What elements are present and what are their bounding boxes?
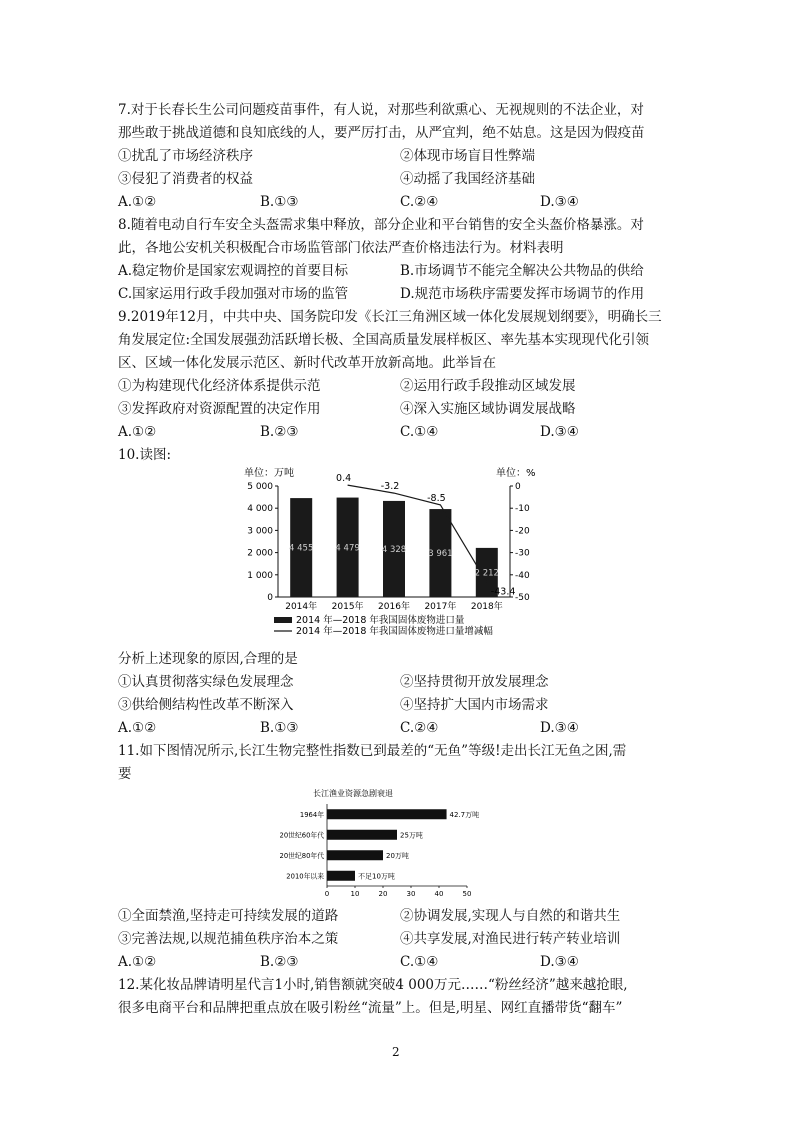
q7-stem-line1: 7.对于长春长生公司问题疫苗事件，有人说，对那些利欲熏心、无视规则的不法企业，对 xyxy=(118,102,644,118)
q9-stem-line3: 区、区域一体化发展示范区、新时代改革开放新高地。此举旨在 xyxy=(118,355,496,371)
c2-bar xyxy=(327,850,383,860)
c2-x-tick-label: 0 xyxy=(324,890,330,898)
q7-option-3: ③侵犯了消费者的权益 xyxy=(118,171,253,187)
q9-stem-line2: 角发展定位:全国发展强劲活跃增长极、全国高质量发展样板区、率先基本实现现代化引领 xyxy=(118,332,650,348)
q9-choice-d: D.③④ xyxy=(540,424,579,440)
c1-legend-line-label: 2014 年—2018 年我国固体废物进口量增减幅 xyxy=(296,626,493,637)
c1-right-tick-label: -10 xyxy=(515,504,530,515)
c1-line-label: 0.4 xyxy=(336,473,352,485)
q7-option-2: ②体现市场盲目性弊端 xyxy=(400,148,535,164)
q9-choice-a: A.①② xyxy=(118,424,157,440)
q11-option-3: ③完善法规,以规范捕鱼秩序治本之策 xyxy=(118,931,339,947)
q9-option-3: ③发挥政府对资源配置的决定作用 xyxy=(118,401,321,417)
c1-left-tick-label: 2 000 xyxy=(247,548,273,559)
q12-stem-line1: 12.某化妆品牌请明星代言1小时,销售额就突破4 000万元……“粉丝经济”越来越抢眼, xyxy=(118,977,628,993)
c1-unit-left: 单位：万吨 xyxy=(244,468,294,479)
q7-choice-b: B.①③ xyxy=(260,194,299,210)
q11-choice-a: A.①② xyxy=(118,954,157,970)
c1-right-tick-label: 0 xyxy=(515,482,521,492)
c2-x-tick-label: 40 xyxy=(434,890,444,898)
c1-line-label: -3.2 xyxy=(380,481,400,493)
q7-option-1: ①扰乱了市场经济秩序 xyxy=(118,148,253,164)
c2-x-tick-label: 50 xyxy=(462,890,472,898)
c2-title: 长江渔业资源急剧衰退 xyxy=(313,789,393,798)
c2-category-label: 20世纪60年代 xyxy=(279,831,324,840)
q11-choice-b: B.②③ xyxy=(260,954,299,970)
c1-right-tick-label: -20 xyxy=(515,526,530,537)
q9-choice-c: C.①④ xyxy=(400,424,439,440)
q10-choice-b: B.①③ xyxy=(260,720,299,736)
c2-category-label: 2010年以来 xyxy=(286,872,324,881)
c2-category-label: 20世纪80年代 xyxy=(279,851,324,860)
c1-bar-label: 2 212 xyxy=(474,568,499,579)
c1-right-tick-label: -30 xyxy=(515,548,530,559)
q11-stem-line1: 11.如下图情况所示,长江生物完整性指数已到最差的“无鱼”等级!走出长江无鱼之困,需 xyxy=(118,743,627,759)
q7-stem-line2: 那些敢于挑战道德和良知底线的人，要严厉打击，从严宜判，绝不姑息。这是因为假疫苗 xyxy=(118,125,645,141)
q11-choice-c: C.①④ xyxy=(400,954,439,970)
q9-stem-line1: 9.2019年12月，中共中央、国务院印发《长江三角洲区域一体化发展规划纲要》，明确长三 xyxy=(118,309,662,325)
c1-left-tick-label: 4 000 xyxy=(247,504,273,515)
c1-change-line xyxy=(348,485,487,582)
c1-bar-label: 4 455 xyxy=(289,543,314,554)
q8-option-a: A.稳定物价是国家宏观调控的首要目标 xyxy=(118,263,349,279)
c1-left-tick-label: 3 000 xyxy=(247,526,273,537)
c1-bar-label: 4 328 xyxy=(381,544,407,555)
q10-choice-d: D.③④ xyxy=(540,720,579,736)
c1-category-label: 2016年 xyxy=(378,602,410,612)
q10-choice-c: C.②④ xyxy=(400,720,439,736)
q8-stem-line1: 8.随着电动自行车安全头盔需求集中释放，部分企业和平台销售的安全头盔价格暴涨。对 xyxy=(118,217,644,233)
q9-option-2: ②运用行政手段推动区域发展 xyxy=(400,378,576,394)
c1-left-tick-label: 1 000 xyxy=(247,570,273,581)
q11-choice-d: D.③④ xyxy=(540,954,579,970)
c1-legend-bar-label: 2014 年—2018 年我国固体废物进口量 xyxy=(296,615,465,626)
q10-option-4: ④坚持扩大国内市场需求 xyxy=(400,697,549,713)
q8-option-b: B.市场调节不能完全解决公共物品的供给 xyxy=(400,263,644,279)
q11-option-1: ①全面禁渔,坚持走可持续发展的道路 xyxy=(118,908,339,924)
c1-line-label: -8.5 xyxy=(427,492,446,504)
c2-x-tick-label: 30 xyxy=(406,890,416,898)
c1-category-label: 2018年 xyxy=(470,602,503,612)
q7-option-4: ④动摇了我国经济基础 xyxy=(400,171,535,187)
c2-value-label: 不足10万吨 xyxy=(358,872,395,881)
q10-option-1: ①认真贯彻落实绿色发展理念 xyxy=(118,674,294,690)
c2-bar xyxy=(327,809,447,819)
q12-stem-line2: 很多电商平台和品牌把重点放在吸引粉丝“流量”上。但是,明星、网红直播带货“翻车” xyxy=(118,1000,623,1016)
c2-x-tick-label: 20 xyxy=(378,890,388,898)
c2-value-label: 42.7万吨 xyxy=(449,810,480,819)
c1-category-label: 2017年 xyxy=(424,602,457,612)
c1-right-tick-label: -40 xyxy=(515,570,530,581)
q10-stem: 10.读图: xyxy=(118,447,172,463)
q10-choice-a: A.①② xyxy=(118,720,157,736)
q10-option-3: ③供给侧结构性改革不断深入 xyxy=(118,697,294,713)
q10-chart xyxy=(230,462,560,652)
c1-left-tick-label: 5 000 xyxy=(247,482,273,492)
q9-choice-b: B.②③ xyxy=(260,424,299,440)
c1-line-label: -43.4 xyxy=(490,586,516,598)
c2-x-tick-label: 10 xyxy=(350,890,360,898)
c1-bar-label: 3 961 xyxy=(428,549,453,560)
q8-stem-line2: 此，各地公安机关积极配合市场监管部门依法严查价格违法行为。材料表明 xyxy=(118,240,564,256)
page-number: 2 xyxy=(392,1045,400,1059)
c2-category-label: 1964年 xyxy=(299,810,324,819)
q10-analysis: 分析上述现象的原因,合理的是 xyxy=(118,651,298,667)
q7-choice-c: C.②④ xyxy=(400,194,439,210)
c1-category-label: 2014年 xyxy=(285,602,318,612)
q8-option-c: C.国家运用行政手段加强对市场的监管 xyxy=(118,286,349,302)
c1-unit-right: 单位：% xyxy=(496,468,536,479)
q7-choice-d: D.③④ xyxy=(540,194,579,210)
c1-bar-label: 4 479 xyxy=(335,543,360,554)
c2-value-label: 20万吨 xyxy=(386,851,409,860)
q8-option-d: D.规范市场秩序需要发挥市场调节的作用 xyxy=(400,286,645,302)
q11-option-2: ②协调发展,实现人与自然的和谐共生 xyxy=(400,908,621,924)
q10-option-2: ②坚持贯彻开放发展理念 xyxy=(400,674,549,690)
q11-option-4: ④共享发展,对渔民进行转产转业培训 xyxy=(400,931,621,947)
q9-option-4: ④深入实施区域协调发展战略 xyxy=(400,401,576,417)
c2-value-label: 25万吨 xyxy=(400,831,423,840)
c1-right-tick-label: -50 xyxy=(515,593,530,603)
q11-stem-line2: 要 xyxy=(118,766,132,782)
c1-left-tick-label: 0 xyxy=(267,593,273,603)
c2-bar xyxy=(327,871,355,881)
c2-bar xyxy=(327,830,397,840)
c1-category-label: 2015年 xyxy=(331,602,364,612)
q11-chart xyxy=(265,778,485,908)
c1-legend-bar-swatch xyxy=(274,617,292,623)
q9-option-1: ①为构建现代化经济体系提供示范 xyxy=(118,378,321,394)
q7-choice-a: A.①② xyxy=(118,194,157,210)
